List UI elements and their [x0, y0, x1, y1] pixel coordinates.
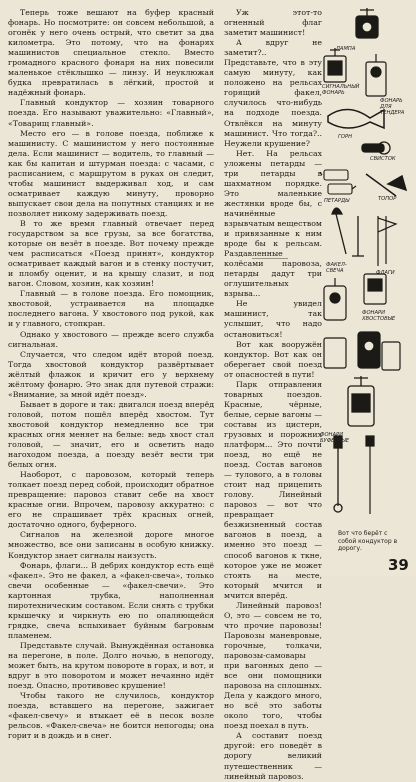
text-column-left: [8, 8, 214, 741]
lamp-icon: [356, 8, 378, 38]
label-torch: ФАКЕЛ- СВЕЧА: [326, 262, 347, 274]
label-tail-lamps: ФОНАРИ ХВОСТОВЫЕ: [362, 310, 396, 322]
label-buffer-lamps: ФОНАРИ БУФЕРНЫЕ: [320, 432, 350, 444]
flags-icon: [378, 216, 396, 266]
tail-lamp-icon: [324, 278, 346, 320]
section-divider: [252, 258, 288, 259]
paragraph: А вдруг не заметит?.. Представьте, что в эту самую минуту, как положено на рельсах горящий факел, случилось что-нибудь на подходе поезда. Отвлёкся на минуту машинист. Что тогда?.. Неужели крушение?: [224, 38, 322, 148]
bugle-icon: [328, 109, 384, 128]
paragraph: Место его — в голове поезда, поближе к машинисту. С машинистом у него постоянные дела. Если машинист — водитель, то главный — как бы капитан и штурман поезда: с часами, с расписанием, с маршрутом в руках он следит, чтобы машинист выдерживал ход, и сам осматривает каждую минуту, проворно выпускает свои дела на попутных станциях и не позволяет никому задерживать поезд.: [8, 128, 214, 218]
paragraph: Чтобы такого не случилось, кондуктор поезда, вставшего на перегоне, зажигает «факел-свечу» и втыкает её в песок возле рельсов. «Факел-свеча» не боится непогоды; она горит и в дождь и в снег.: [8, 691, 214, 741]
axe-icon: [366, 174, 406, 196]
label-axe: ТОПОР: [378, 196, 397, 202]
illustration-caption: Вот что берёт с собой кондуктор в дорогу.: [338, 530, 398, 552]
paragraph: Фонарь, флаги... В дебрях кондуктор есть ещё «факел». Это не факел, а «факел-свеча», только свечи особенные — «факел-свечи». Это картонная трубка, наполненная пиротехническим составом. Если снять с трубки крышечку и чиркнуть ею по опаляющейся грядке, свеча вспыхивает буйным багровым пламенем.: [8, 560, 214, 640]
whistle-icon: [362, 142, 390, 154]
torch-icon: [332, 208, 364, 256]
buffer-lamp-icon: [348, 376, 374, 426]
paragraph: Не увидел машинист, так услышит, что надо остановиться!: [224, 299, 322, 339]
paragraph: В то же время главный отвечает перед государством за все грузы, за все богатства, которые он везёт в поезде. Вот почему прежде чем расписаться «Поезд принят», кондуктор осматривает каждый вагон и в стенку постучит, и пломбу оценит, и на крышу слазит, и под вагон. Словом, хозяин, как хозяин!: [8, 218, 214, 289]
paragraph: Однако у хвостового — прежде всего служба сигнальная.: [8, 329, 214, 349]
tender-lamp-icon: [366, 54, 386, 96]
label-tender-lamp: ФОНАРЬ ДЛЯ ТЕНДЕРА: [380, 98, 405, 116]
paragraph: Главный — в голове поезда. Его помощник, хвостовой, устраивается на площадке последнего вагона. У хвостового под рукой, как и у главного, стопкран.: [8, 289, 214, 329]
lantern-group-icon: [324, 332, 400, 370]
paragraph: Главный кондуктор — хозяин товарного поезда. Его называют уважительно: «Главный», «Товарищ главный».: [8, 98, 214, 128]
label-bugle: ГОРН: [338, 134, 353, 140]
paragraph: А составит поезд другой: его поведёт в дорогу великий путешественник — линейный паровоз.: [224, 731, 322, 781]
paragraph: Нет. На рельсах уложены петарды — три петарды в шахматном порядке. Это маленькие жестянки вроде бы, с начинённые взрывчатым веществом и привязанные к ним вроде бы к рельсам. Раздавленные колёсами паровоза, петарды дадут три оглушительных взрыва...: [224, 148, 322, 299]
label-whistle: СВИСТОК: [370, 156, 396, 162]
paragraph: Сигналов на железной дороге многое множество, все они записаны в особую книжку. Кондуктор знает сигналы наизусть.: [8, 530, 214, 560]
petards-icon: [320, 170, 356, 194]
label-flags: ФЛАГИ: [376, 270, 395, 276]
paragraph: Вот как вооружён кондуктор. Вот как он оберегает свой поезд от опасностей в пути!: [224, 339, 322, 379]
candle-icon: [334, 436, 342, 512]
text-column-middle: [224, 8, 322, 781]
paragraph: Случается, что следом идёт второй поезд. Тогда хвостовой кондуктор развёртывает жёлтый флажок и кричит его у верхнему жёлтому фонарю. Это знак для путевой стражи: «Внимание, за мной идёт поезд».: [8, 349, 214, 399]
paragraph: Парк отправления товарных поездов. Красные, чёрные, белые, серые вагоны — составы из цистерн, грузовых и порожних платформ... Это почти поезд, но ещё не поезд. Состав вагонов — тулового, а в головы стоит над прицепить голову. Линейный паровоз — вот что превращает безжизненный состав вагонов в поезд, а именно это поезд — способ вагонов к ткне, которое уже не может стоять на месте, который мчится и мчится вперёд.: [224, 379, 322, 600]
label-signal-lamp: СИГНАЛЬНЫЙ ФОНАРЬ: [322, 84, 360, 96]
mosaic-lamp-icon: [364, 274, 386, 304]
signal-lamp-icon: [324, 48, 346, 82]
page-number: 39: [388, 556, 409, 574]
paragraph: Наоборот, с паровозом, который теперь толкает поезд перед собой, происходит обратное превращение: паровоз ставит себе на хвост красные огни. Впрочем, паровозу аккуратно: с его не спрашивает трёх красных огней, достаточно одного, буферного.: [8, 470, 214, 530]
paragraph: Уж этот-то огненный флаг заметит машинист!: [224, 8, 322, 38]
torch-candle-icon: [366, 436, 374, 514]
label-petards: ПЕТАРДЫ: [324, 198, 350, 204]
label-lamp: ЛАМПА: [336, 46, 356, 52]
paragraph: Представьте случай. Вынуждённая остановка на перегоне, в поле. Долго ночью, в непогоду, может быть, на крутом повороте в горах, и вот, и вдруг в это поворотом и может нечаянно идёт поезд. Опасно, противовес крушение!: [8, 640, 214, 691]
paragraph: Теперь тоже вешают на буфер красный фонарь. Но посмотрите: он совсем небольшой, а огонёк у него очень острый, что светит за два километра. Это потому, что на фонарях машинистов специальное стекло. Вместо громадного красного фонаря на них повесили маленькое стёклышко — линзу. И неуклюжая будка превратилась в лёгкий, простой и надёжный фонарь.: [8, 8, 214, 98]
paragraph: Линейный паровоз! О, это — совсем не то, что прочие паровозы! Паровозы маневровые, горочные, толкачи, паровозы-самовары при вагонных депо — все они помощники паровоза на сплошных. Дела у каждого много, но всё это заботы около того, чтобы поезд поехал в путь.: [224, 600, 322, 731]
paragraph: Бывает в дороге и так: двигался поезд вперёд головой, потом пошёл вперёд хвостом. Тут хвостовой кондуктор немедленно все три красных огня меняет на белые: ведь хвост стал головой, — значит, его и осветить надо нагоходом поезда, а поезду везёт вести три белых огня.: [8, 399, 214, 470]
